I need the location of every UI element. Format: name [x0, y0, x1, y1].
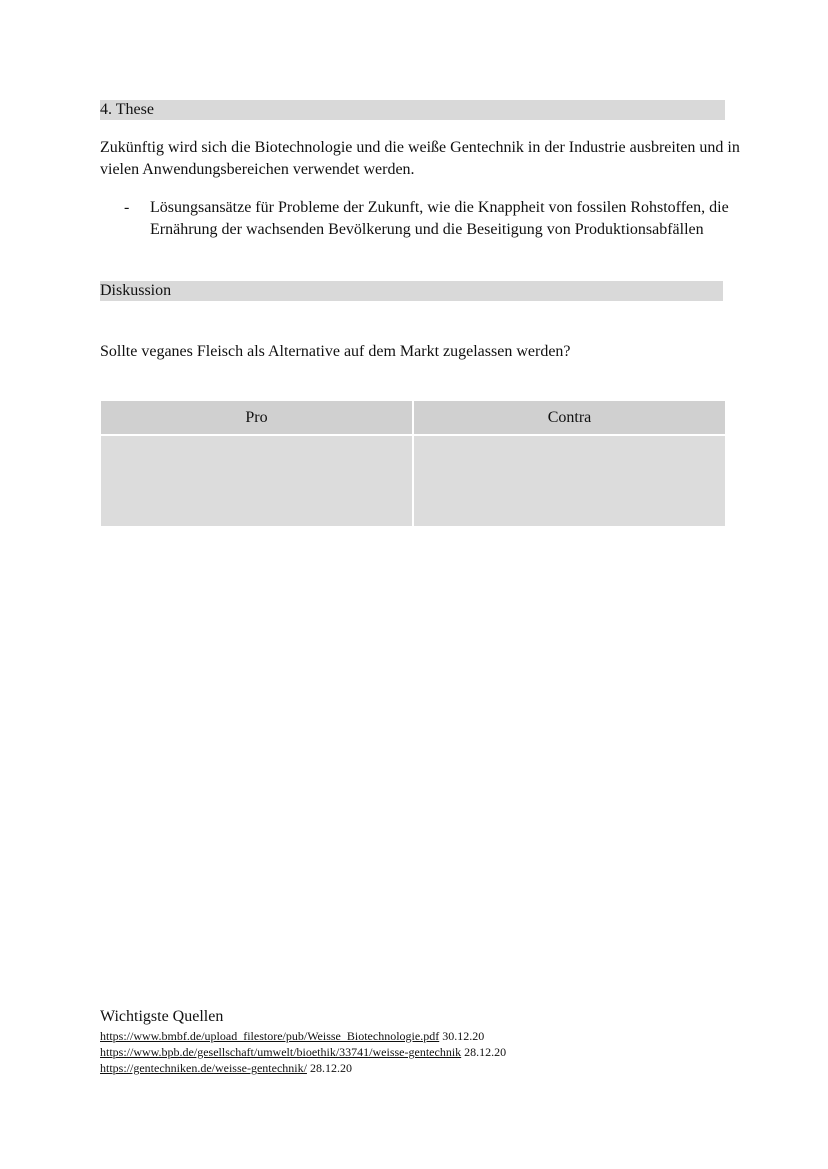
bullet-text: Lösungsansätze für Probleme der Zukunft, wie die Knappheit von fossilen Rohstoffen, die Ernährung der wachsenden Bevölkerung und die Beseitigung von Produktionsabfällen [150, 199, 729, 238]
source-link[interactable]: https://www.bpb.de/gesellschaft/umwelt/bioethik/33741/weisse-gentechnik [100, 1045, 462, 1059]
source-item [100, 1044, 740, 1060]
section-heading-these: 4. These [100, 100, 725, 120]
source-item [100, 1060, 740, 1076]
source-link[interactable]: https://www.bmbf.de/upload_filestore/pub/Weisse_Biotechnologie.pdf [100, 1029, 440, 1043]
discussion-question: Sollte veganes Fleisch als Alternative auf dem Markt zugelassen werden? [100, 343, 571, 360]
source-date: 30.12.20 [442, 1029, 485, 1043]
source-date: 28.12.20 [464, 1045, 507, 1059]
table-header-contra: Contra [413, 401, 725, 435]
table-cell-pro [101, 435, 413, 526]
table-header-pro: Pro [101, 401, 413, 435]
pro-contra-table [101, 401, 725, 526]
source-item [100, 1028, 740, 1044]
table-cell-contra [413, 435, 725, 526]
source-date: 28.12.20 [309, 1061, 352, 1075]
sources-section [100, 1006, 740, 1076]
source-link[interactable]: https://gentechniken.de/weisse-gentechnik/ [100, 1061, 307, 1075]
these-bullet-list [100, 197, 740, 241]
section-heading-diskussion: Diskussion [100, 281, 723, 301]
table-row [101, 435, 725, 526]
list-item [100, 197, 730, 241]
bullet-marker: - [124, 199, 130, 216]
table-header-row [101, 401, 725, 435]
sources-title: Wichtigste Quellen [100, 1008, 224, 1025]
these-paragraph: Zukünftig wird sich die Biotechnologie und die weiße Gentechnik in der Industrie ausbreiten und in vielen Anwendungsbereichen verwendet werden. [100, 139, 740, 178]
